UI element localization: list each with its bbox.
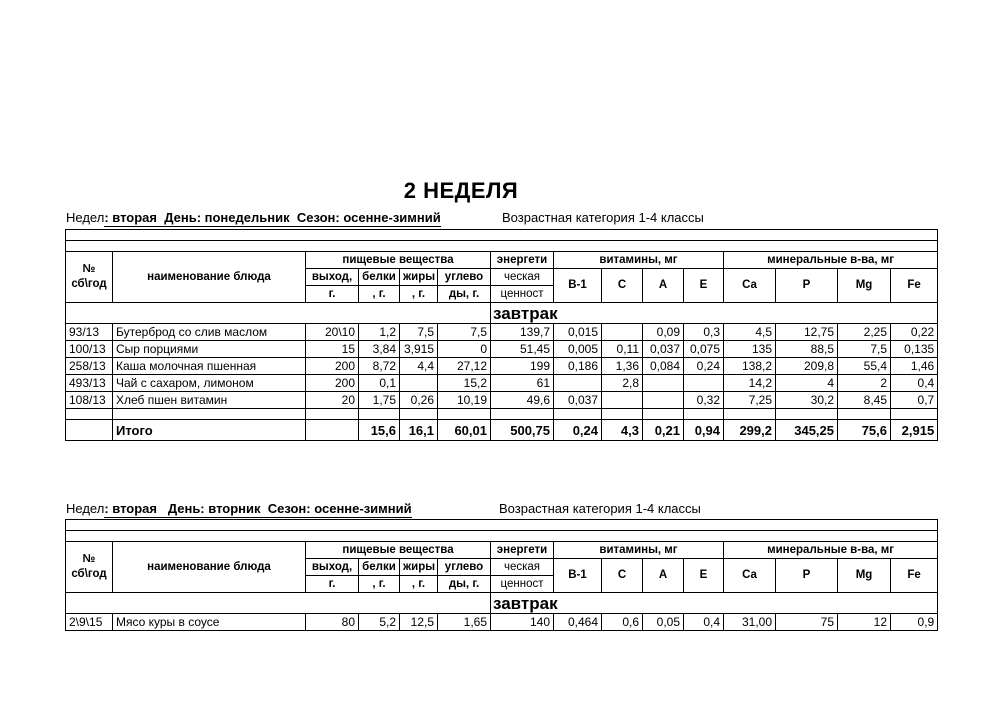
week-prefix: Недел [66,501,105,516]
menu-table-tuesday [65,519,938,631]
dish-protein: 0,1 [359,375,400,392]
dish-mg: 12 [838,614,891,631]
header-name: наименование блюда [113,252,306,303]
dish-fat: 12,5 [400,614,438,631]
table-row [66,392,938,409]
header-code: № сб\год [66,542,113,593]
dish-carbs: 0 [438,341,491,358]
header-a: А [643,269,684,303]
header-code: № сб\год [66,252,113,303]
meal-label: завтрак [491,303,938,324]
total-b1: 0,24 [554,420,602,441]
dish-carbs: 15,2 [438,375,491,392]
dish-e: 0,32 [684,392,724,409]
dish-b1: 0,037 [554,392,602,409]
header-mg: Mg [838,269,891,303]
dish-fe: 0,22 [891,324,938,341]
header-fe: Fe [891,269,938,303]
dish-c: 0,11 [602,341,643,358]
season-value: Сезон: осенне-зимний [267,501,412,516]
total-row [66,420,938,441]
total-p: 345,25 [776,420,838,441]
dish-ca: 7,25 [724,392,776,409]
header-fat: жиры [400,269,438,286]
dish-fat [400,375,438,392]
dish-protein: 3,84 [359,341,400,358]
dish-carbs: 10,19 [438,392,491,409]
age-category: Возрастная категория 1-4 классы [499,501,701,516]
header-e: Е [684,269,724,303]
dish-name: Сыр порциями [113,341,306,358]
dish-carbs: 27,12 [438,358,491,375]
header-fat-2: , г. [400,286,438,303]
menu-table-monday [65,229,938,441]
header-p: Р [776,559,838,593]
dish-a: 0,037 [643,341,684,358]
season-value: Сезон: осенне-зимний [296,210,441,225]
dish-ca: 4,5 [724,324,776,341]
header-vitamins: витамины, мг [554,252,724,269]
total-energy: 500,75 [491,420,554,441]
header-c: С [602,269,643,303]
total-protein: 15,6 [359,420,400,441]
header-protein: белки [359,559,400,576]
dish-energy: 61 [491,375,554,392]
dish-mg: 2,25 [838,324,891,341]
table-row [66,614,938,631]
dish-e: 0,24 [684,358,724,375]
dish-mg: 55,4 [838,358,891,375]
dish-c [602,392,643,409]
dish-p: 4 [776,375,838,392]
header-protein: белки [359,269,400,286]
header-ca: Са [724,269,776,303]
dish-ca: 138,2 [724,358,776,375]
header-b1: В-1 [554,269,602,303]
header-energy-3: ценност [491,576,554,593]
dish-code: 100/13 [66,341,113,358]
dish-name: Хлеб пшен витамин [113,392,306,409]
dish-p: 30,2 [776,392,838,409]
dish-fat: 7,5 [400,324,438,341]
table-row [66,324,938,341]
dish-code: 2\9\15 [66,614,113,631]
dish-a: 0,084 [643,358,684,375]
meal-label: завтрак [491,593,938,614]
header-minerals: минеральные в-ва, мг [724,252,938,269]
dish-energy: 51,45 [491,341,554,358]
page-title: 2 НЕДЕЛЯ [403,178,519,203]
dish-mg: 7,5 [838,341,891,358]
dish-fe: 0,9 [891,614,938,631]
header-mg: Mg [838,559,891,593]
header-protein-2: , г. [359,286,400,303]
dish-name: Мясо куры в соусе [113,614,306,631]
total-fat: 16,1 [400,420,438,441]
week-value: : вторая [104,501,157,516]
dish-energy: 49,6 [491,392,554,409]
dish-mg: 8,45 [838,392,891,409]
dish-a: 0,05 [643,614,684,631]
total-c: 4,3 [602,420,643,441]
dish-name: Чай с сахаром, лимоном [113,375,306,392]
dish-energy: 139,7 [491,324,554,341]
dish-c: 0,6 [602,614,643,631]
dish-p: 209,8 [776,358,838,375]
dish-fat: 0,26 [400,392,438,409]
table-row [66,341,938,358]
dish-c: 2,8 [602,375,643,392]
total-e: 0,94 [684,420,724,441]
dish-fe: 0,135 [891,341,938,358]
header-carbs-2: ды, г. [438,576,491,593]
dish-a [643,375,684,392]
dish-e: 0,3 [684,324,724,341]
header-output-2: г. [306,576,359,593]
section-2-heading [66,501,701,516]
total-ca: 299,2 [724,420,776,441]
week-prefix: Недел [66,210,105,225]
header-carbs: углево [438,269,491,286]
dish-b1: 0,464 [554,614,602,631]
section-1-heading [66,210,704,225]
dish-p: 88,5 [776,341,838,358]
header-b1: В-1 [554,559,602,593]
day-value: День: вторник [167,501,261,516]
dish-code: 108/13 [66,392,113,409]
total-carbs: 60,01 [438,420,491,441]
header-output-2: г. [306,286,359,303]
dish-c: 1,36 [602,358,643,375]
total-a: 0,21 [643,420,684,441]
dish-e [684,375,724,392]
dish-c [602,324,643,341]
dish-b1: 0,015 [554,324,602,341]
header-energy: энергети [491,252,554,269]
dish-output: 80 [306,614,359,631]
dish-carbs: 7,5 [438,324,491,341]
dish-e: 0,075 [684,341,724,358]
total-label: Итого [113,420,306,441]
dish-fe: 1,46 [891,358,938,375]
header-fat-2: , г. [400,576,438,593]
dish-energy: 199 [491,358,554,375]
dish-fat: 3,915 [400,341,438,358]
header-output: выход, [306,559,359,576]
dish-b1: 0,005 [554,341,602,358]
header-nutrients: пищевые вещества [306,252,491,269]
dish-e: 0,4 [684,614,724,631]
dish-name: Каша молочная пшенная [113,358,306,375]
dish-a [643,392,684,409]
dish-carbs: 1,65 [438,614,491,631]
table-row [66,358,938,375]
header-energy-3: ценност [491,286,554,303]
dish-ca: 135 [724,341,776,358]
header-a: А [643,559,684,593]
dish-ca: 31,00 [724,614,776,631]
dish-protein: 5,2 [359,614,400,631]
day-value: День: понедельник [164,210,290,225]
header-carbs: углево [438,559,491,576]
total-mg: 75,6 [838,420,891,441]
header-output: выход, [306,269,359,286]
header-vitamins: витамины, мг [554,542,724,559]
header-fe: Fe [891,559,938,593]
dish-fat: 4,4 [400,358,438,375]
dish-name: Бутерброд со слив маслом [113,324,306,341]
header-protein-2: , г. [359,576,400,593]
header-energy: энергети [491,542,554,559]
header-energy-2: ческая [491,559,554,576]
header-name: наименование блюда [113,542,306,593]
total-fe: 2,915 [891,420,938,441]
age-category: Возрастная категория 1-4 классы [502,210,704,225]
dish-output: 20\10 [306,324,359,341]
dish-output: 200 [306,375,359,392]
header-ca: Са [724,559,776,593]
dish-mg: 2 [838,375,891,392]
header-e: Е [684,559,724,593]
dish-p: 12,75 [776,324,838,341]
header-p: Р [776,269,838,303]
dish-ca: 14,2 [724,375,776,392]
dish-code: 258/13 [66,358,113,375]
table-row [66,375,938,392]
header-fat: жиры [400,559,438,576]
header-energy-2: ческая [491,269,554,286]
dish-protein: 8,72 [359,358,400,375]
week-value: : вторая [104,210,157,225]
dish-fe: 0,4 [891,375,938,392]
dish-energy: 140 [491,614,554,631]
dish-b1 [554,375,602,392]
header-minerals: минеральные в-ва, мг [724,542,938,559]
header-carbs-2: ды, г. [438,286,491,303]
header-c: С [602,559,643,593]
dish-protein: 1,2 [359,324,400,341]
dish-p: 75 [776,614,838,631]
dish-output: 15 [306,341,359,358]
dish-a: 0,09 [643,324,684,341]
dish-fe: 0,7 [891,392,938,409]
dish-code: 493/13 [66,375,113,392]
dish-output: 20 [306,392,359,409]
dish-b1: 0,186 [554,358,602,375]
dish-code: 93/13 [66,324,113,341]
dish-protein: 1,75 [359,392,400,409]
dish-output: 200 [306,358,359,375]
header-nutrients: пищевые вещества [306,542,491,559]
